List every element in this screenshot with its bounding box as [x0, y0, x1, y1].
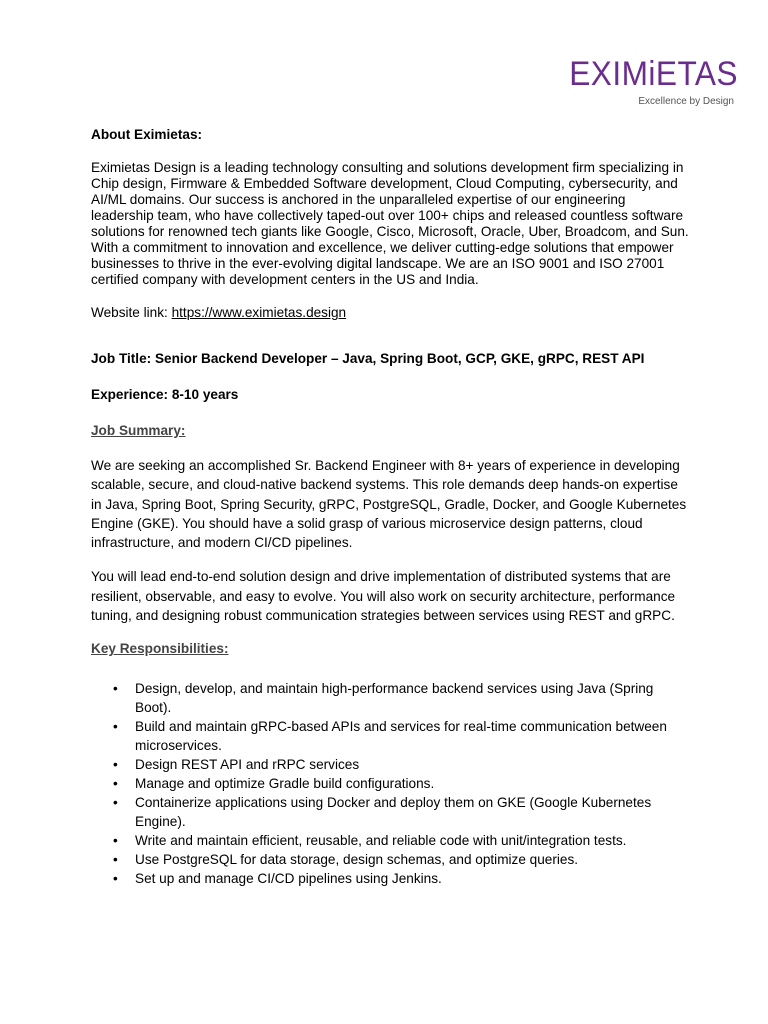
summary-paragraph-1: We are seeking an accomplished Sr. Backend Engineer with 8+ years of experience in developing scalable, secure, and cloud-native backend systems. This role demands deep hands-on expertise in Java, Spring Boot, Spring Security, gRPC, PostgreSQL, Gradle, Docker, and Google Kubernetes Engine (GKE). You should have a solid grasp of various microservice design patterns, cloud infrastructure, and modern CI/CD pipelines.	[91, 458, 687, 551]
list-item: • Design, develop, and maintain high-performance backend services using Java (Spring Boot).	[135, 679, 691, 717]
experience: Experience: 8-10 years	[91, 387, 239, 402]
list-item: • Use PostgreSQL for data storage, design schemas, and optimize queries.	[135, 850, 691, 869]
job-title: Job Title: Senior Backend Developer – Java, Spring Boot, GCP, GKE, gRPC, REST API	[91, 351, 645, 366]
logo-tagline: Excellence by Design	[638, 96, 734, 107]
job-description	[91, 127, 691, 888]
website-label: Website link:	[91, 305, 172, 320]
responsibilities-list	[91, 679, 691, 888]
list-item: • Design REST API and rRPC services	[135, 755, 691, 774]
list-item: • Build and maintain gRPC-based APIs and services for real-time communication between microservices.	[135, 717, 691, 755]
list-item: • Write and maintain efficient, reusable, and reliable code with unit/integration tests.	[135, 831, 691, 850]
list-item: • Set up and manage CI/CD pipelines using Jenkins.	[135, 869, 691, 888]
about-body: Eximietas Design is a leading technology consulting and solutions development firm specializing in Chip design, Firmware & Embedded Software development, Cloud Computing, cybersecurity, and AI/ML domains. Our success is anchored in the unparalleled expertise of our engineering leadership team, who have collectively taped-out over 100+ chips and released countless software solutions for renowned tech giants like Google, Cisco, Microsoft, Oracle, Uber, Broadcom, and Sun. With a commitment to innovation and excellence, we deliver cutting-edge solutions that empower businesses to thrive in the ever-evolving digital landscape. We are an ISO 9001 and ISO 27001 certified company with development centers in the US and India.	[91, 160, 689, 287]
about-heading: About Eximietas:	[91, 127, 203, 142]
job-summary-heading: Job Summary:	[91, 423, 186, 438]
company-logo	[552, 56, 738, 107]
website-link[interactable]: https://www.eximietas.design	[171, 305, 347, 320]
summary-paragraph-2: You will lead end-to-end solution design and drive implementation of distributed systems that are resilient, observable, and easy to evolve. You will also work on security architecture, performance tuning, and designing robust communication strategies between services using REST and gRPC.	[91, 569, 676, 624]
key-responsibilities-heading: Key Responsibilities:	[91, 641, 229, 657]
website-line	[91, 305, 691, 321]
list-item: • Manage and optimize Gradle build configurations.	[135, 774, 691, 793]
logo-wordmark: EXIMiETAS	[569, 55, 738, 93]
list-item: • Containerize applications using Docker and deploy them on GKE (Google Kubernetes Engine).	[135, 793, 691, 831]
